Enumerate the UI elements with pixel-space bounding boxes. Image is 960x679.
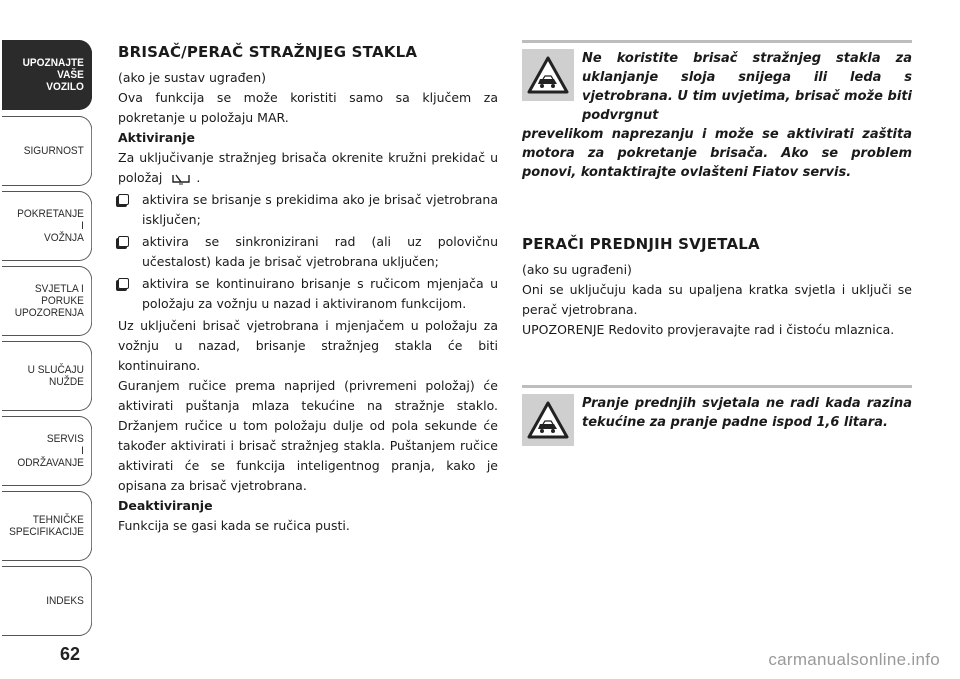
tab-label: UPOZNAJTE VAŠE VOZILO	[22, 57, 84, 93]
section-subtitle: (ako je sustav ugrađen)	[118, 70, 267, 85]
tab-label: SVJETLA I PORUKE UPOZORENJA	[14, 283, 84, 319]
tab-tehnicke-specifikacije[interactable]	[2, 491, 92, 561]
activation-text-end: .	[196, 170, 201, 185]
tab-sigurnost[interactable]	[2, 116, 92, 186]
tab-label: SERVIS I ODRŽAVANJE	[17, 433, 84, 469]
tab-label: U SLUČAJU NUŽDE	[27, 364, 84, 388]
car-warning-icon	[522, 394, 574, 446]
list-item	[118, 190, 498, 230]
square-bullet-icon	[118, 278, 129, 289]
tab-svjetla-i-poruke[interactable]	[2, 266, 92, 336]
activation-heading: Aktiviranje	[118, 130, 195, 145]
square-bullet-icon	[118, 236, 129, 247]
list-item-text: aktivira se brisanje s prekidima ako je brisač vjetrobrana isključen;	[142, 192, 498, 227]
activation-paragraph	[118, 148, 498, 188]
warning-text-first: Pranje prednjih svjetala ne radi kada razina tekućine za pranje padne ispod 1,6 litara.	[582, 396, 912, 430]
deactivation-paragraph: Funkcija se gasi kada se ručica pusti.	[118, 518, 350, 533]
right-column	[522, 40, 912, 430]
deactivation-heading: Deaktiviranje	[118, 498, 213, 513]
warning-text-rest: prevelikom naprezanju i može se aktivirati zaštita motora za pokretanje brisača. Ako se problem ponovi, kontaktirajte ovlašteni Fiatov servis.	[522, 127, 912, 180]
list-item	[118, 232, 498, 272]
section-heading: BRISAČ/PERAČ STRAŽNJEG STAKLA	[118, 43, 418, 61]
rear-wiper-icon	[170, 172, 192, 186]
headlamp-washer-section	[522, 234, 912, 340]
tab-label: TEHNIČKE SPECIFIKACIJE	[9, 514, 84, 538]
square-bullet-icon	[118, 194, 129, 205]
tab-label: INDEKS	[46, 595, 84, 607]
watermark: carmanualsonline.info	[768, 650, 940, 669]
caution-paragraph: UPOZORENJE Redovito provjeravajte rad i čistoću mlaznica.	[522, 322, 895, 337]
list-item-text: aktivira se kontinuirano brisanje s ručicom mjenjača u položaju za vožnju u nazad i aktiviranom funkcijom.	[142, 276, 498, 311]
tab-u-slucaju-nuzde[interactable]	[2, 341, 92, 411]
washer-paragraph: Oni se uključuju kada su upaljena kratka svjetla i uključi se perač vjetrobrana.	[522, 282, 912, 317]
warning-text	[522, 394, 912, 432]
push-paragraph: Guranjem ručice prema naprijed (privremeni položaj) će aktivirati puštanja mlaza tekućine na stražnje staklo. Držanjem ručice u tom položaju dulje od pola sekunde će također aktivirati i brisač stražnjeg stakla. Puštanjem ručice aktivirati će se funkcija inteligentnog pranja, kako je opisana za brisač vjetrobrana.	[118, 378, 498, 493]
tab-servis-i-odrzavanje[interactable]	[2, 416, 92, 486]
warning-text-first: Ne koristite brisač stražnjeg stakla za uklanjanje sloja snijega ili leda s vjetrobrana. U tim uvjetima, brisač može biti podvrgnut	[582, 51, 912, 123]
activation-text: Za uključivanje stražnjeg brisača okrenite kružni prekidač u položaj	[118, 150, 498, 185]
list-item	[118, 274, 498, 314]
section-subtitle: (ako su ugrađeni)	[522, 262, 632, 277]
tab-label: SIGURNOST	[23, 145, 84, 157]
list-item-text: aktivira se sinkronizirani rad (ali uz polovičnu učestalost) kada je brisač vjetrobrana uključen;	[142, 234, 498, 269]
intro-paragraph: Ova funkcija se može koristiti samo sa ključem za pokretanje u položaju MAR.	[118, 90, 498, 125]
warning-box	[522, 385, 912, 432]
rear-wiper-section	[118, 42, 498, 536]
warning-text	[522, 49, 912, 182]
tab-pokretanje-i-voznja[interactable]	[2, 191, 92, 261]
page-number: 62	[59, 644, 81, 664]
car-warning-icon	[522, 49, 574, 101]
warning-box	[522, 40, 912, 182]
reverse-paragraph: Uz uključeni brisač vjetrobrana i mjenjačem u položaju za vožnju u nazad, brisanje stražnjeg stakla će biti kontinuirano.	[118, 318, 498, 373]
tab-indeks[interactable]	[2, 566, 92, 636]
activation-list	[118, 190, 498, 314]
tab-label: POKRETANJE I VOŽNJA	[17, 208, 84, 244]
section-heading: PERAČI PREDNJIH SVJETALA	[522, 235, 760, 253]
tab-upoznajte-vase-vozilo[interactable]	[2, 40, 92, 110]
